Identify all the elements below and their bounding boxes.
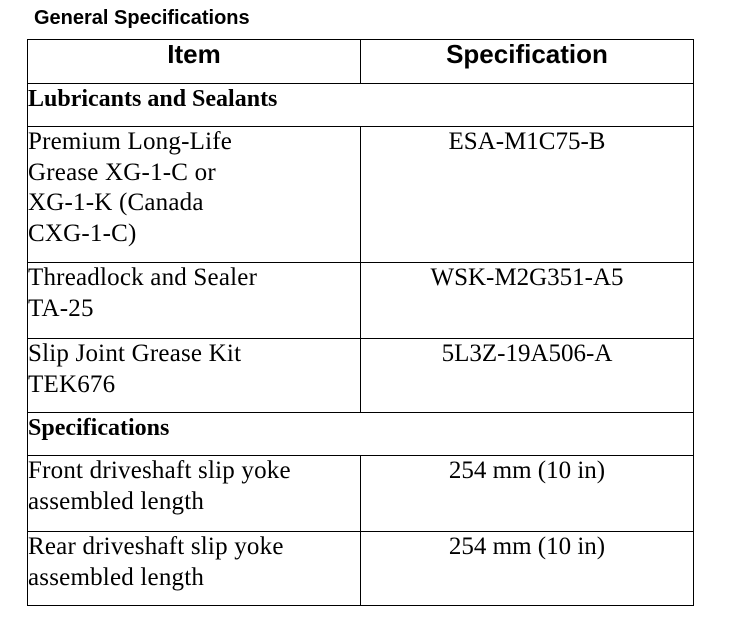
specification-cell: WSK-M2G351-A5	[361, 263, 694, 339]
item-cell: Rear driveshaft slip yoke assembled length	[28, 532, 361, 606]
table-row	[28, 127, 694, 263]
section-row-specifications	[28, 413, 694, 456]
table-row	[28, 456, 694, 532]
specifications-table	[27, 39, 694, 606]
page-title: General Specifications	[34, 7, 250, 29]
specification-cell: 254 mm (10 in)	[361, 532, 694, 606]
specification-cell: ESA-M1C75-B	[361, 127, 694, 263]
section-heading-specifications: Specifications	[28, 413, 694, 456]
column-header-specification: Specification	[361, 40, 694, 84]
specification-cell: 5L3Z-19A506-A	[361, 339, 694, 413]
table-header-row	[28, 40, 694, 84]
section-heading-lubricants: Lubricants and Sealants	[28, 84, 694, 127]
column-header-item: Item	[28, 40, 361, 84]
table-row	[28, 532, 694, 606]
table-row	[28, 263, 694, 339]
item-cell: Threadlock and Sealer TA-25	[28, 263, 361, 339]
section-row-lubricants	[28, 84, 694, 127]
item-cell: Premium Long-Life Grease XG-1-C or XG-1-K (Canada CXG-1-C)	[28, 127, 361, 263]
specification-cell: 254 mm (10 in)	[361, 456, 694, 532]
item-cell: Front driveshaft slip yoke assembled length	[28, 456, 361, 532]
item-cell: Slip Joint Grease Kit TEK676	[28, 339, 361, 413]
table-row	[28, 339, 694, 413]
